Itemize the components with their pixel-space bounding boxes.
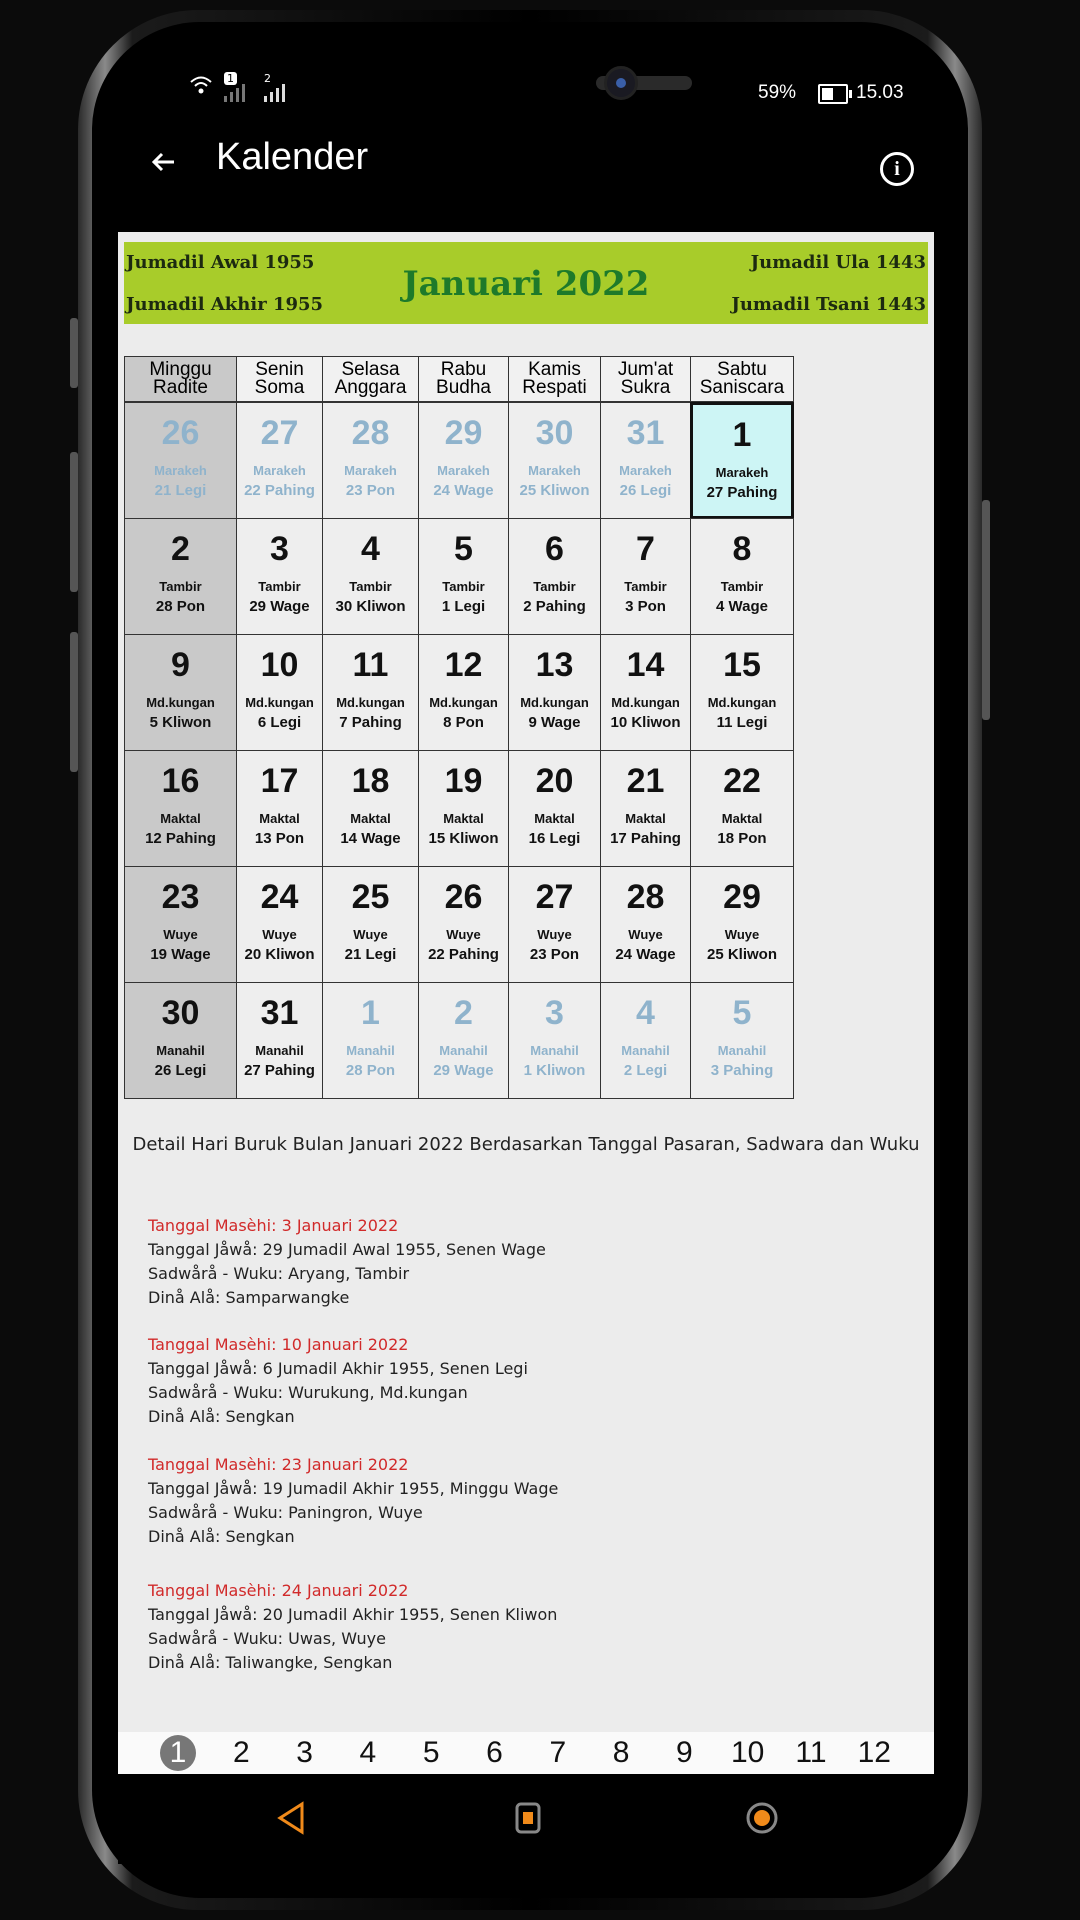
- wifi-icon: [188, 72, 214, 98]
- pasaran-name: 5 Kliwon: [149, 714, 212, 731]
- day-cell[interactable]: [508, 982, 601, 1099]
- pasaran-name: 20 Kliwon: [244, 946, 315, 963]
- day-number: 4: [361, 530, 380, 568]
- masehi-date: Tanggal Masèhi: 10 Januari 2022: [148, 1335, 409, 1354]
- wuku-name: Manahil: [346, 1043, 395, 1058]
- masehi-date: Tanggal Masèhi: 3 Januari 2022: [148, 1216, 399, 1235]
- day-number: 3: [270, 530, 289, 568]
- pasaran-name: 28 Pon: [345, 1062, 396, 1079]
- wuku-name: Wuye: [537, 927, 572, 942]
- day-cell[interactable]: [690, 866, 794, 983]
- page-button-5[interactable]: 5: [422, 1736, 440, 1769]
- weekday-javanese-name: Radite: [153, 377, 208, 398]
- pasaran-name: 2 Legi: [623, 1062, 668, 1079]
- pasaran-name: 23 Pon: [345, 482, 396, 499]
- day-cell[interactable]: [418, 402, 509, 519]
- phone-side-button: [70, 318, 78, 388]
- day-cell[interactable]: [322, 750, 419, 867]
- sadwara-wuku: Sadwårå - Wuku: Uwas, Wuye: [148, 1629, 386, 1648]
- page-title: Kalender: [216, 136, 369, 178]
- masehi-date: Tanggal Masèhi: 23 Januari 2022: [148, 1455, 409, 1474]
- day-number: 1: [732, 416, 752, 454]
- pasaran-name: 29 Wage: [433, 1062, 494, 1079]
- page-button-2[interactable]: 2: [232, 1736, 250, 1769]
- day-cell[interactable]: [508, 866, 601, 983]
- wuku-name: Md.kungan: [707, 695, 777, 710]
- page-button-10[interactable]: 10: [731, 1736, 765, 1769]
- wuku-name: Manahil: [717, 1043, 767, 1058]
- day-cell[interactable]: [690, 982, 794, 1099]
- bad-day-name: Dinå Alå: Samparwangke: [148, 1288, 350, 1307]
- wuku-name: Md.kungan: [146, 695, 215, 710]
- pasaran-name: 18 Pon: [717, 830, 767, 847]
- day-cell[interactable]: [236, 402, 323, 519]
- signal-icon: [262, 84, 288, 106]
- day-number: 26: [161, 414, 200, 452]
- navigation-bar: [118, 1774, 934, 1864]
- wuku-name: Tambir: [258, 579, 301, 594]
- circle-recent-icon: [742, 1798, 782, 1838]
- javanese-date: Tanggal Jåwå: 29 Jumadil Awal 1955, Senen Wage: [148, 1240, 546, 1259]
- wuku-name: Md.kungan: [245, 695, 314, 710]
- wuku-name: Maktal: [350, 811, 391, 826]
- wuku-name: Wuye: [628, 927, 663, 942]
- page-button-1[interactable]: 1: [158, 1732, 198, 1774]
- pasaran-name: 22 Pahing: [244, 482, 315, 499]
- pasaran-name: 23 Pon: [529, 946, 580, 963]
- wuku-name: Wuye: [353, 927, 388, 942]
- wuku-name: Md.kungan: [429, 695, 498, 710]
- pasaran-name: 17 Pahing: [610, 830, 681, 847]
- day-number: 10: [260, 646, 299, 684]
- detail-title: Detail Hari Buruk Bulan Januari 2022 Berdasarkan Tanggal Pasaran, Sadwara dan Wuku: [132, 1134, 920, 1155]
- pasaran-name: 2 Pahing: [523, 598, 586, 615]
- square-home-icon: [508, 1798, 548, 1838]
- sim1-badge: 1: [224, 72, 237, 85]
- wuku-name: Manahil: [255, 1043, 304, 1058]
- wuku-name: Tambir: [349, 579, 392, 594]
- pasaran-name: 1 Legi: [441, 598, 486, 615]
- hijri-month-1: Jumadil Ula 1443: [750, 252, 926, 273]
- weekday-name: Sabtu: [717, 359, 767, 380]
- day-cell[interactable]: [124, 402, 237, 519]
- pasaran-name: 16 Legi: [528, 830, 581, 847]
- wuku-name: Marakeh: [437, 463, 490, 478]
- day-cell[interactable]: [236, 866, 323, 983]
- page-button-3[interactable]: 3: [296, 1736, 313, 1769]
- pasaran-name: 19 Wage: [150, 946, 211, 963]
- day-cell[interactable]: [124, 634, 237, 751]
- day-cell[interactable]: [600, 518, 691, 635]
- day-cell[interactable]: [690, 518, 794, 635]
- pasaran-name: 8 Pon: [443, 714, 484, 731]
- day-number: 6: [545, 530, 564, 568]
- pasaran-name: 22 Pahing: [428, 946, 499, 963]
- day-cell[interactable]: [418, 982, 509, 1099]
- day-cell[interactable]: [600, 982, 691, 1099]
- weekday-javanese-name: Sukra: [620, 377, 671, 398]
- day-number: 2: [454, 994, 473, 1032]
- wuku-name: Maktal: [160, 811, 201, 826]
- day-number: 28: [351, 414, 390, 452]
- page-button-12[interactable]: 12: [857, 1736, 891, 1769]
- bad-day-name: Dinå Alå: Taliwangke, Sengkan: [148, 1653, 393, 1672]
- nav-back-button[interactable]: [272, 1798, 312, 1838]
- day-number: 23: [161, 878, 200, 916]
- weekday-header: [236, 356, 323, 402]
- calendar-grid: [124, 356, 928, 1108]
- pasaran-name: 24 Wage: [615, 946, 676, 963]
- day-cell[interactable]: [322, 634, 419, 751]
- pasaran-name: 11 Legi: [716, 714, 768, 731]
- page-button-6[interactable]: 6: [486, 1736, 503, 1769]
- wuku-name: Marakeh: [528, 463, 581, 478]
- day-number: 11: [352, 646, 389, 684]
- pasaran-name: 13 Pon: [254, 830, 305, 847]
- detail-entry: [148, 1214, 908, 1310]
- phone-power-button: [982, 500, 990, 720]
- wuku-name: Tambir: [720, 579, 764, 594]
- day-number: 20: [535, 762, 574, 800]
- weekday-header: [508, 356, 601, 402]
- wuku-name: Maktal: [534, 811, 575, 826]
- weekday-header: [124, 356, 237, 402]
- day-cell[interactable]: [690, 750, 794, 867]
- wuku-name: Maktal: [443, 811, 484, 826]
- camera-icon: [604, 66, 638, 100]
- weekday-name: Selasa: [341, 359, 400, 380]
- day-cell[interactable]: [236, 634, 323, 751]
- day-cell[interactable]: [236, 518, 323, 635]
- day-number: 31: [260, 994, 299, 1032]
- page-button-7[interactable]: 7: [549, 1736, 567, 1769]
- sim2-badge: 2: [264, 72, 271, 85]
- day-cell[interactable]: [322, 982, 419, 1099]
- status-bar: [118, 62, 938, 122]
- day-number: 2: [171, 530, 190, 568]
- weekday-name: Minggu: [149, 359, 212, 380]
- pasaran-name: 21 Legi: [344, 946, 397, 963]
- day-cell[interactable]: [236, 750, 323, 867]
- day-number: 17: [260, 762, 299, 800]
- day-number: 25: [351, 878, 390, 916]
- day-cell[interactable]: [322, 518, 419, 635]
- day-number: 29: [723, 878, 761, 916]
- nav-home-button[interactable]: [508, 1798, 548, 1838]
- day-number: 22: [723, 762, 761, 800]
- wuku-name: Marakeh: [344, 463, 397, 478]
- weekday-javanese-name: Respati: [522, 377, 587, 398]
- page-button-8[interactable]: 8: [612, 1736, 630, 1769]
- weekday-header: [690, 356, 794, 402]
- pasaran-name: 12 Pahing: [145, 830, 216, 847]
- day-number: 7: [636, 530, 655, 568]
- day-cell[interactable]: [600, 750, 691, 867]
- pasaran-name: 27 Pahing: [706, 484, 778, 501]
- weekday-name: Rabu: [440, 359, 487, 380]
- info-button[interactable]: [880, 152, 914, 186]
- wuku-name: Manahil: [530, 1043, 579, 1058]
- day-number: 30: [535, 414, 574, 452]
- detail-entry: [148, 1333, 908, 1429]
- day-cell[interactable]: [124, 866, 237, 983]
- weekday-name: Kamis: [528, 359, 581, 380]
- wuku-name: Wuye: [262, 927, 297, 942]
- pasaran-name: 15 Kliwon: [428, 830, 499, 847]
- day-cell[interactable]: [508, 750, 601, 867]
- wuku-name: Tambir: [533, 579, 576, 594]
- weekday-name: Jum'at: [617, 359, 674, 380]
- day-number: 3: [545, 994, 564, 1032]
- day-number: 19: [444, 762, 483, 800]
- wuku-name: Manahil: [439, 1043, 488, 1058]
- day-number: 26: [444, 878, 483, 916]
- page-button-11[interactable]: 11: [795, 1736, 827, 1769]
- wuku-name: Tambir: [159, 579, 202, 594]
- day-cell[interactable]: [600, 402, 691, 519]
- hijri-month-2: Jumadil Tsani 1443: [731, 294, 926, 315]
- pasaran-name: 28 Pon: [155, 598, 206, 615]
- page-button-4[interactable]: 4: [359, 1736, 377, 1769]
- day-number: 31: [626, 414, 665, 452]
- day-number: 8: [732, 530, 752, 568]
- battery-icon: [818, 84, 848, 104]
- day-number: 21: [626, 762, 665, 800]
- wuku-name: Maktal: [721, 811, 763, 826]
- wuku-name: Tambir: [624, 579, 667, 594]
- detail-entry: [148, 1453, 908, 1549]
- weekday-name: Senin: [255, 359, 304, 380]
- weekday-header: [418, 356, 509, 402]
- masehi-date: Tanggal Masèhi: 24 Januari 2022: [148, 1581, 409, 1600]
- day-cell[interactable]: [418, 634, 509, 751]
- pasaran-name: 9 Wage: [528, 714, 581, 731]
- day-number: 9: [171, 646, 190, 684]
- pasaran-name: 3 Pon: [625, 598, 666, 615]
- wuku-name: Md.kungan: [520, 695, 589, 710]
- phone-volume-button: [70, 632, 78, 772]
- pasaran-name: 6 Legi: [257, 714, 302, 731]
- day-number: 29: [444, 414, 483, 452]
- sadwara-wuku: Sadwårå - Wuku: Paningron, Wuye: [148, 1503, 423, 1522]
- day-cell[interactable]: [418, 866, 509, 983]
- weekday-javanese-name: Budha: [436, 377, 491, 398]
- pasaran-name: 24 Wage: [433, 482, 494, 499]
- wuku-name: Marakeh: [154, 463, 207, 478]
- day-number: 27: [260, 414, 299, 452]
- pasaran-name: 26 Legi: [154, 1062, 207, 1079]
- day-number: 30: [161, 994, 200, 1032]
- day-number: 1: [361, 994, 380, 1032]
- back-button[interactable]: [144, 142, 184, 182]
- javanese-month-2: Jumadil Akhir 1955: [126, 294, 324, 315]
- wuku-name: Tambir: [442, 579, 485, 594]
- sadwara-wuku: Sadwårå - Wuku: Aryang, Tambir: [148, 1264, 410, 1283]
- day-cell[interactable]: [418, 518, 509, 635]
- day-cell[interactable]: [124, 982, 237, 1099]
- arrow-left-icon: [144, 142, 184, 182]
- day-number: 16: [161, 762, 200, 800]
- day-cell[interactable]: [124, 518, 237, 635]
- phone-volume-button: [70, 452, 78, 592]
- day-cell[interactable]: [600, 866, 691, 983]
- month-header: [124, 242, 928, 324]
- day-number: 12: [444, 646, 483, 684]
- wuku-name: Md.kungan: [611, 695, 680, 710]
- wuku-name: Maktal: [259, 811, 300, 826]
- month-pager: [118, 1732, 934, 1774]
- pasaran-name: 29 Wage: [249, 598, 310, 615]
- wuku-name: Marakeh: [715, 465, 769, 480]
- day-number: 14: [626, 646, 665, 684]
- wuku-name: Maktal: [625, 811, 666, 826]
- wuku-name: Md.kungan: [336, 695, 405, 710]
- day-number: 18: [351, 762, 390, 800]
- day-cell[interactable]: [690, 634, 794, 751]
- nav-recent-button[interactable]: [742, 1798, 782, 1838]
- pasaran-name: 30 Kliwon: [335, 598, 406, 615]
- day-cell[interactable]: [508, 402, 601, 519]
- weekday-javanese-name: Soma: [254, 377, 305, 398]
- page-button-9[interactable]: 9: [676, 1736, 693, 1769]
- day-number: 15: [723, 646, 761, 684]
- triangle-back-icon: [272, 1798, 312, 1838]
- day-cell[interactable]: [508, 518, 601, 635]
- weekday-javanese-name: Saniscara: [699, 377, 785, 398]
- javanese-date: Tanggal Jåwå: 19 Jumadil Akhir 1955, Minggu Wage: [148, 1479, 559, 1498]
- wuku-name: Marakeh: [253, 463, 306, 478]
- bad-day-name: Dinå Alå: Sengkan: [148, 1527, 295, 1546]
- pasaran-name: 14 Wage: [340, 830, 401, 847]
- day-cell-today[interactable]: [690, 402, 794, 519]
- day-number: 5: [454, 530, 473, 568]
- pasaran-name: 1 Kliwon: [523, 1062, 586, 1079]
- day-number: 28: [626, 878, 665, 916]
- sadwara-wuku: Sadwårå - Wuku: Wurukung, Md.kungan: [148, 1383, 468, 1402]
- app-bar: [118, 130, 938, 210]
- day-number: 24: [260, 878, 299, 916]
- pasaran-name: 25 Kliwon: [706, 946, 777, 963]
- javanese-date: Tanggal Jåwå: 6 Jumadil Akhir 1955, Senen Legi: [148, 1359, 528, 1378]
- day-cell[interactable]: [600, 634, 691, 751]
- wuku-name: Wuye: [724, 927, 760, 942]
- bad-day-name: Dinå Alå: Sengkan: [148, 1407, 295, 1426]
- day-cell[interactable]: [322, 866, 419, 983]
- javanese-date: Tanggal Jåwå: 20 Jumadil Akhir 1955, Senen Kliwon: [148, 1605, 558, 1624]
- weekday-javanese-name: Anggara: [334, 377, 407, 398]
- wuku-name: Manahil: [156, 1043, 205, 1058]
- pasaran-name: 4 Wage: [716, 598, 768, 615]
- detail-entry: [148, 1579, 908, 1675]
- weekday-header: [600, 356, 691, 402]
- wuku-name: Wuye: [446, 927, 481, 942]
- month-title: Januari 2022: [402, 264, 650, 304]
- info-icon: i: [894, 158, 900, 180]
- calendar-content: [118, 232, 934, 1774]
- wuku-name: Marakeh: [619, 463, 672, 478]
- battery-percent: 59%: [758, 82, 797, 103]
- day-number: 5: [732, 994, 752, 1032]
- weekday-header: [322, 356, 419, 402]
- javanese-month-1: Jumadil Awal 1955: [126, 252, 315, 273]
- day-cell[interactable]: [322, 402, 419, 519]
- day-cell[interactable]: [418, 750, 509, 867]
- signal-icon: [222, 84, 248, 106]
- pasaran-name: 26 Legi: [619, 482, 672, 499]
- wuku-name: Manahil: [621, 1043, 670, 1058]
- day-cell[interactable]: [236, 982, 323, 1099]
- wuku-name: Wuye: [163, 927, 198, 942]
- pasaran-name: 21 Legi: [154, 482, 207, 499]
- pasaran-name: 3 Pahing: [710, 1062, 774, 1079]
- day-number: 27: [535, 878, 574, 916]
- pasaran-name: 25 Kliwon: [519, 482, 590, 499]
- day-cell[interactable]: [508, 634, 601, 751]
- pasaran-name: 27 Pahing: [244, 1062, 315, 1079]
- pasaran-name: 7 Pahing: [339, 714, 402, 731]
- pasaran-name: 10 Kliwon: [610, 714, 681, 731]
- day-cell[interactable]: [124, 750, 237, 867]
- clock: 15.03: [856, 82, 904, 103]
- day-number: 4: [636, 994, 655, 1032]
- day-number: 13: [535, 646, 574, 684]
